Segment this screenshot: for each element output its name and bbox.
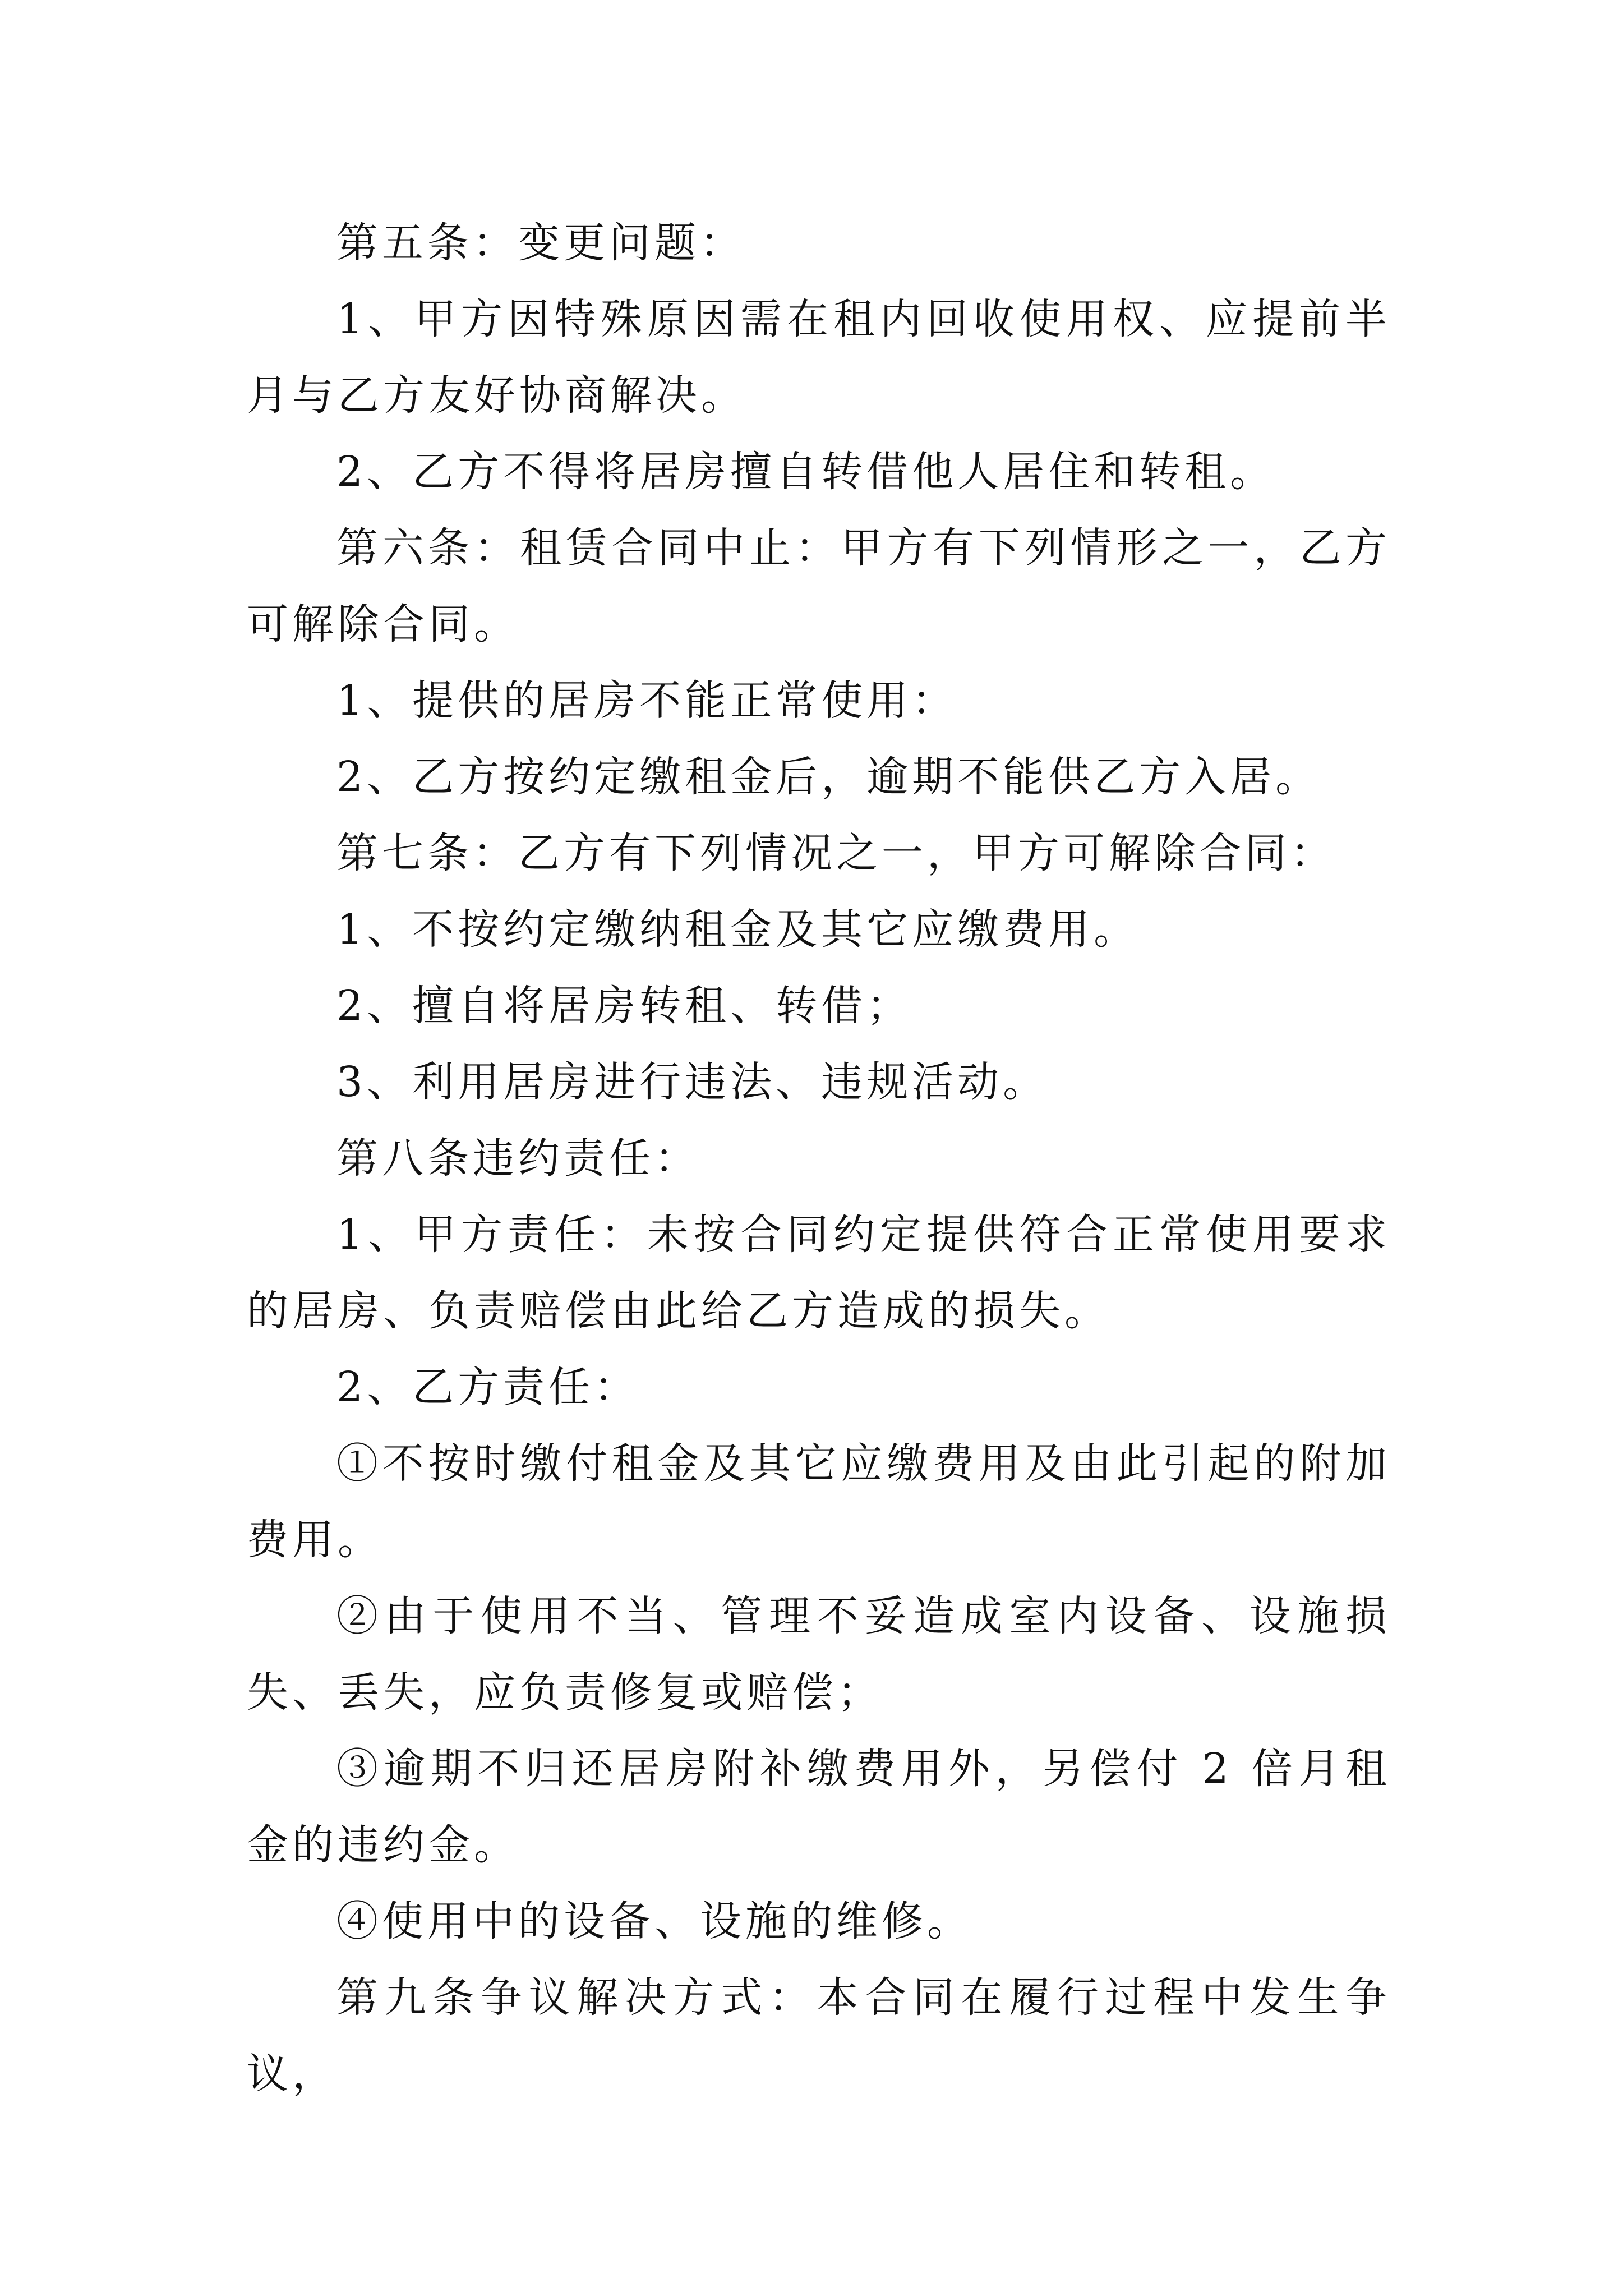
article-8-clause-2: 2、乙方责任： — [336, 1363, 640, 1411]
article-6-clause-2: 2、乙方按约定缴租金后，逾期不能供乙方入居。 — [336, 753, 1321, 801]
article-6-heading: 第六条：租赁合同中止：甲方有下列情形之一，乙方可解除合同。 — [247, 524, 1391, 648]
article-5-clause-1: 1、甲方因特殊原因需在租内回收使用权、应提前半月与乙方友好协商解决。 — [247, 295, 1391, 420]
article-7-clause-1: 1、不按约定缴纳租金及其它应缴费用。 — [336, 905, 1140, 954]
article-5-heading: 第五条：变更问题： — [336, 219, 745, 267]
article-7-clause-2: 2、擅自将居房转租、转借； — [336, 982, 912, 1030]
article-8-item-1: ①不按时缴付租金及其它应缴费用及由此引起的附加费用。 — [247, 1439, 1391, 1564]
article-8-item-3: ③逾期不归还居房附补缴费用外，另偿付 2 倍月租金的违约金。 — [247, 1745, 1391, 1869]
article-8-item-4: ④使用中的设备、设施的维修。 — [336, 1897, 972, 1945]
article-9-heading: 第九条争议解决方式：本合同在履行过程中发生争议， — [247, 1973, 1391, 2098]
article-8-heading: 第八条违约责任： — [336, 1134, 700, 1182]
article-6-clause-1: 1、提供的居房不能正常使用： — [336, 677, 958, 725]
article-8-item-2: ②由于使用不当、管理不妥造成室内设备、设施损失、丢失，应负责修复或赔偿； — [247, 1592, 1391, 1717]
article-8-clause-1: 1、甲方责任：未按合同约定提供符合正常使用要求的居房、负责赔偿由此给乙方造成的损失。 — [247, 1211, 1391, 1335]
document-body — [247, 205, 1391, 2112]
article-7-heading: 第七条：乙方有下列情况之一，甲方可解除合同： — [336, 829, 1336, 877]
article-5-clause-2: 2、乙方不得将居房擅自转借他人居住和转租。 — [336, 448, 1276, 496]
article-7-clause-3: 3、利用居房进行违法、违规活动。 — [336, 1058, 1049, 1106]
